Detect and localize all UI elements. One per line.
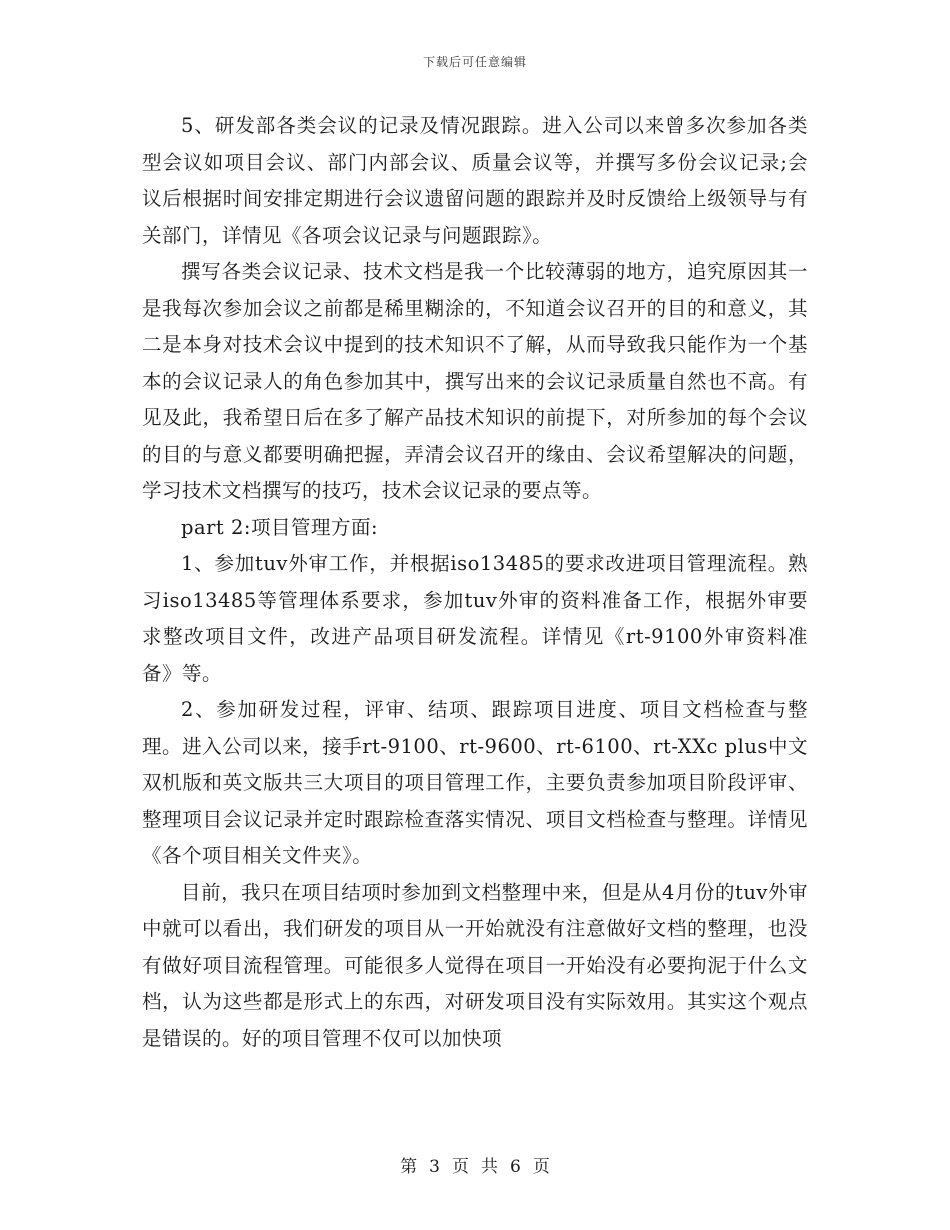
paragraph-tuv-audit: 1、参加tuv外审工作，并根据iso13485的要求改进项目管理流程。熟习iso13485等管理体系要求，参加tuv外审的资料准备工作，根据外审要求整改项目文件，改进产品项目研发流程。详情见《rt-9100外审资料准备》等。 — [142, 552, 808, 685]
footer-di: 第 — [400, 1157, 418, 1177]
paragraph-meeting-records: 5、研发部各类会议的记录及情况跟踪。进入公司以来曾多次参加各类型会议如项目会议、部门内部会议、质量会议等，并撰写多份会议记录;会议后根据时间安排定期进行会议遗留问题的跟踪并及时反馈给上级领导与有关部门，详情见《各项会议记录与问题跟踪》。 — [142, 114, 808, 247]
paragraph-self-reflection: 撰写各类会议记录、技术文档是我一个比较薄弱的地方，追究原因其一是我每次参加会议之前都是稀里糊涂的，不知道会议召开的目的和意义，其二是本身对技术会议中提到的技术知识不了解，从而导致我只能作为一个基本的会议记录人的角色参加其中，撰写出来的会议记录质量自然也不高。有见及此，我希望日后在多了解产品技术知识的前提下，对所参加的每个会议的目的与意义都要明确把握，弄清会议召开的缘由、会议希望解决的问题，学习技术文档撰写的技巧，技术会议记录的要点等。 — [142, 260, 808, 502]
footer-ye: 页 — [452, 1157, 469, 1177]
footer-gong: 共 — [481, 1157, 498, 1177]
footer-page-number: 3 — [429, 1157, 440, 1177]
footer-total-pages: 6 — [510, 1157, 521, 1177]
header-note: 下载后可任意编辑 — [422, 55, 527, 69]
page-footer — [0, 1152, 950, 1177]
paragraph-current-status: 目前，我只在项目结项时参加到文档整理中来，但是从4月份的tuv外审中就可以看出，我们研发的项目从一开始就没有注意做好文档的整理，也没有做好项目流程管理。可能很多人觉得在项目一开始没有必要拘泥于什么文档，认为这些都是形式上的东西，对研发项目没有实际效用。其实这个观点是错误的。好的项目管理不仅可以加快项 — [142, 880, 808, 1050]
footer-ye2: 页 — [532, 1157, 550, 1177]
document-body — [142, 108, 808, 1057]
paragraph-project-management: 2、参加研发过程，评审、结项、跟踪项目进度、项目文档检查与整理。进入公司以来，接手rt-9100、rt-9600、rt-6100、rt-XXc plus中文双机版和英文版共三大项目的项目管理工作，主要负责参加项目阶段评审、整理项目会议记录并定时跟踪检查落实情况、项目文档检查与整理。详情见《各个项目相关文件夹》。 — [142, 698, 808, 867]
section-heading-part2: part 2:项目管理方面: — [181, 515, 379, 539]
